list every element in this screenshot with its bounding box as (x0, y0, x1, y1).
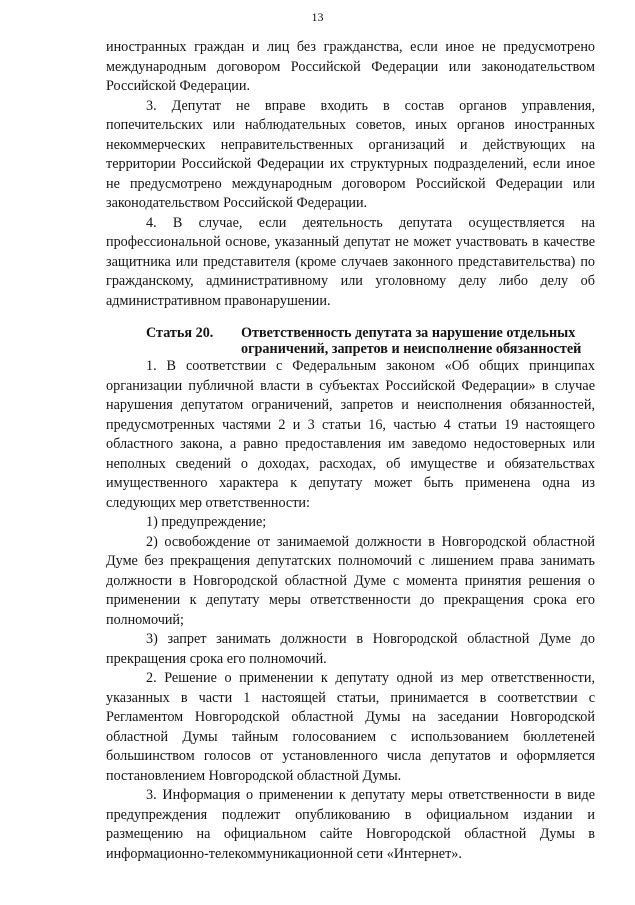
document-body (106, 38, 595, 864)
paragraph-article-part-3: 3. Информация о применении к депутату меры ответственности в виде предупреждения подлежит опубликованию в официальном издании и размещению на официальном сайте Новгородской областной Думы в информационно-телекоммуникационной сети «Интернет». (106, 787, 595, 862)
list-item-ban-on-positions: 3) запрет занимать должности в Новгородской областной Думе до прекращения срока его полномочий. (106, 631, 595, 667)
paragraph-article-part-1: 1. В соответствии с Федеральным законом «Об общих принципах организации публичной власти в субъектах Российской Федерации» в случае нарушения депутатом ограничений, запретов и неисполнения обязанностей, предусмотренных частями 2 и 3 статьи 16, частью 4 статьи 19 настоящего областного закона, а равно предоставления им заведомо недостоверных или неполных сведений о доходах, расходах, об имуществе и обязательствах имущественного характера к депутату может быть применена одна из следующих мер ответственности: (106, 358, 595, 511)
list-item-release-from-position: 2) освобождение от занимаемой должности в Новгородской областной Думе без прекращения депутатских полномочий с лишением права занимать должности в Новгородской областной Думе с момента принятия решения о применении к депутату меры ответственности до прекращения срока его полномочий; (106, 533, 595, 628)
page-number: 13 (311, 10, 324, 24)
list-item-warning: 1) предупреждение; (146, 514, 267, 530)
paragraph-article-part-2: 2. Решение о применении к депутату одной из мер ответственности, указанных в части 1 настоящей статьи, принимается в соответствии с Регламентом Новгородской областной Думы на заседании Новгородской областной Думы тайным голосованием с использованием бюллетеней большинством голосов от установленного числа депутатов и оформляется постановлением Новгородской областной Думы. (106, 670, 595, 784)
paragraph-part-4: 4. В случае, если деятельность депутата осуществляется на профессиональной основе, указанный депутат не может участвовать в качестве защитника или представителя (кроме случаев законного представительства) по гражданскому, административному или уголовному делу либо делу об административном правонарушении. (106, 214, 595, 309)
paragraph-part-3: 3. Депутат не вправе входить в состав органов управления, попечительских или наблюдательных советов, иных органов иностранных некоммерческих неправительственных организаций и действующих на территории Российской Федерации их структурных подразделений, если иное не предусмотрено международным договором Российской Федерации или законодательством Российской Федерации. (106, 97, 595, 211)
article-title: Ответственность депутата за нарушение отдельных ограничений, запретов и неисполнение обязанностей (241, 325, 582, 357)
article-heading (106, 326, 595, 357)
article-number: Статья 20. (146, 325, 214, 341)
paragraph-continuation: иностранных граждан и лиц без гражданства, если иное не предусмотрено международным договором Российской Федерации или законодательством Российской Федерации. (106, 39, 595, 94)
